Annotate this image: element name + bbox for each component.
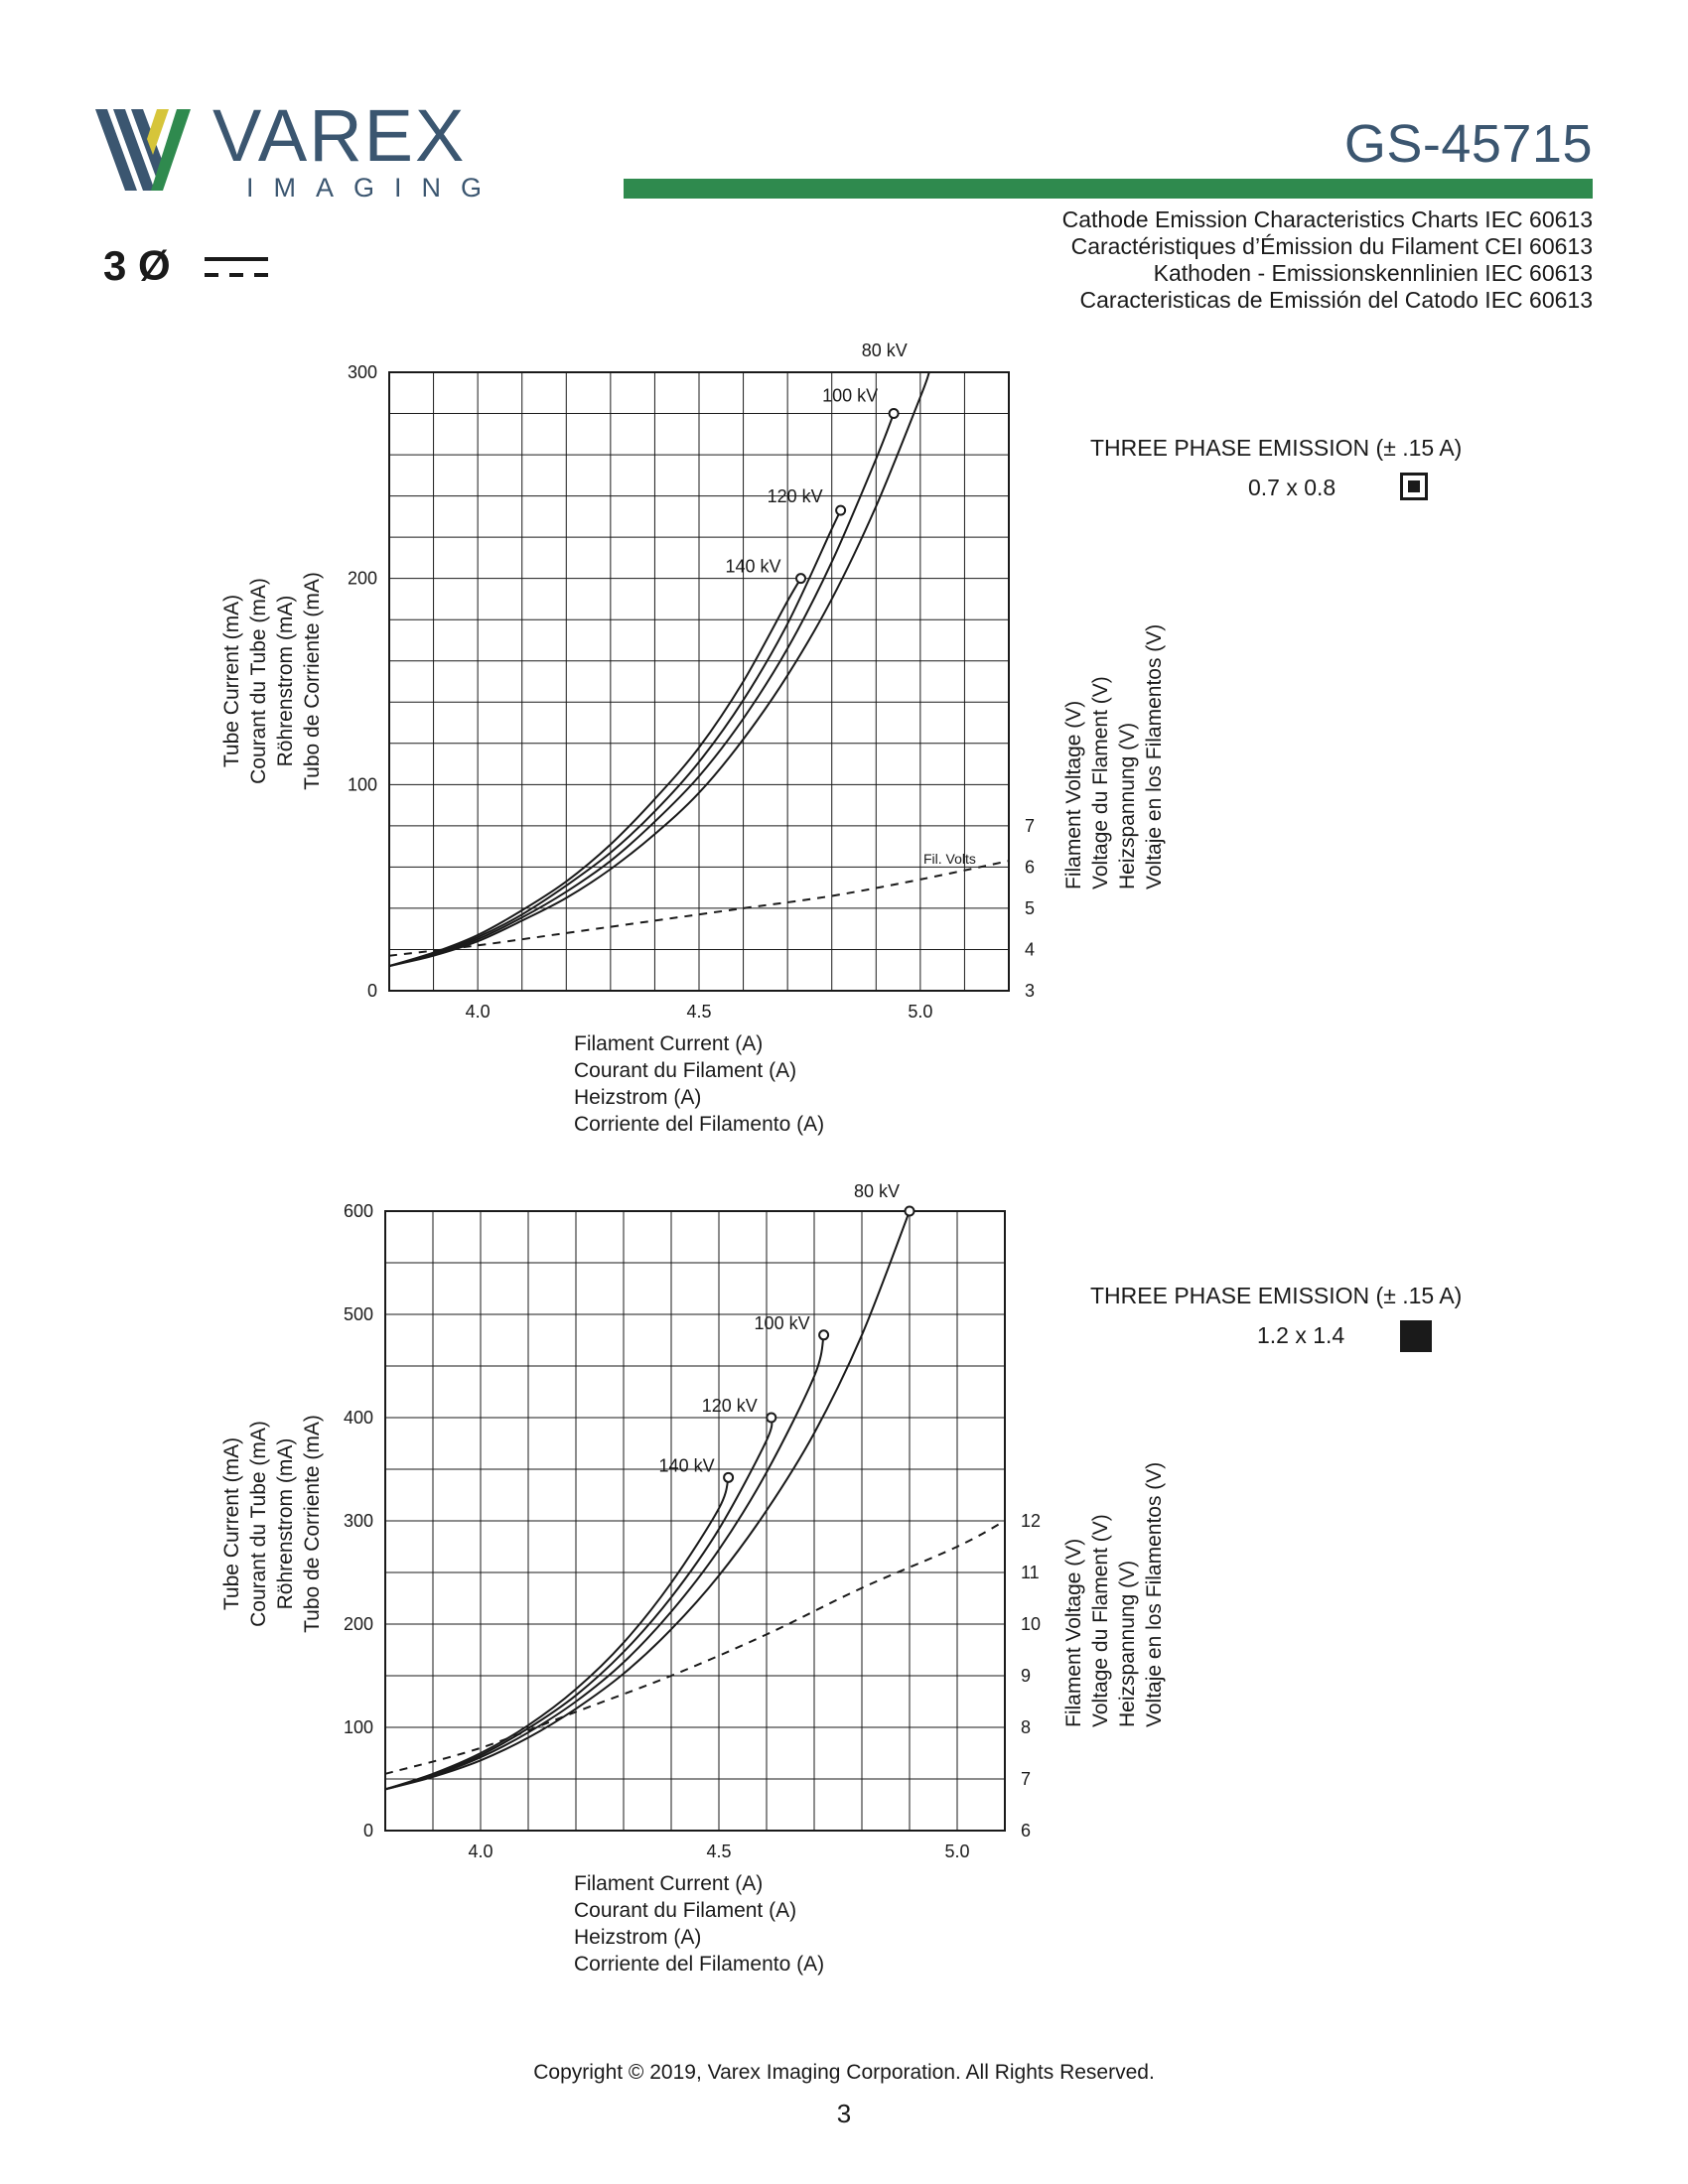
hollow-square-icon bbox=[1400, 473, 1428, 500]
x-axis-label: Heizstrom (A) bbox=[574, 1926, 702, 1949]
y2-tick-label: 6 bbox=[1025, 857, 1036, 878]
y2-tick-label: 6 bbox=[1021, 1821, 1032, 1841]
varex-logo bbox=[95, 103, 592, 203]
y-axis-label: Courant du Tube (mA) bbox=[247, 1421, 270, 1627]
series-label-140-kv: 140 kV bbox=[725, 556, 781, 577]
series-end-marker-100-kv bbox=[890, 409, 899, 418]
x-axis-label: Corriente del Filamento (A) bbox=[574, 1953, 825, 1976]
y-tick-label: 200 bbox=[347, 568, 377, 589]
series-end-marker-100-kv bbox=[819, 1330, 828, 1339]
series-end-marker-140-kv bbox=[724, 1473, 733, 1482]
doc-number: GS-45715 bbox=[1343, 114, 1593, 174]
series-label-fil-volts: Fil. Volts bbox=[923, 851, 976, 867]
series-end-marker-140-kv bbox=[796, 574, 805, 583]
y-axis-label: Röhrenstrom (mA) bbox=[274, 1437, 297, 1610]
dc-symbol-icon bbox=[205, 253, 268, 283]
y-axis-label: Courant du Tube (mA) bbox=[247, 578, 270, 784]
legend-2-focal-spot: 1.2 x 1.4 bbox=[1257, 1322, 1345, 1348]
x-tick-label: 4.0 bbox=[468, 1842, 493, 1861]
x-axis-label: Corriente del Filamento (A) bbox=[574, 1113, 825, 1136]
x-tick-label: 4.0 bbox=[465, 1002, 491, 1022]
series-line-80-kv bbox=[385, 1211, 910, 1789]
series-line-100-kv bbox=[385, 1335, 824, 1790]
series-line-140-kv bbox=[385, 1477, 729, 1789]
y-tick-label: 200 bbox=[343, 1614, 373, 1634]
x-axis-label: Filament Current (A) bbox=[574, 1032, 764, 1055]
y-tick-label: 100 bbox=[347, 774, 377, 795]
y2-tick-label: 11 bbox=[1021, 1563, 1040, 1582]
x-axis-label: Courant du Filament (A) bbox=[574, 1059, 797, 1082]
title-line-fr: Caractéristiques d’Émission du Filament CEI 60613 bbox=[1070, 233, 1593, 259]
y2-tick-label: 9 bbox=[1021, 1666, 1032, 1686]
brand-sub: IMAGING bbox=[246, 173, 502, 203]
legend-2-title: THREE PHASE EMISSION (± .15 A) bbox=[1090, 1283, 1463, 1308]
title-line-en: Cathode Emission Characteristics Charts IEC 60613 bbox=[1061, 206, 1593, 232]
y2-axis-label: Voltage du Flament (V) bbox=[1089, 676, 1112, 889]
y2-tick-label: 12 bbox=[1021, 1511, 1042, 1531]
y2-tick-label: 10 bbox=[1021, 1614, 1042, 1634]
filled-square-icon bbox=[1400, 1320, 1432, 1352]
y-tick-label: 300 bbox=[347, 362, 377, 382]
y2-tick-label: 7 bbox=[1025, 815, 1036, 836]
legend-1-title: THREE PHASE EMISSION (± .15 A) bbox=[1090, 435, 1463, 461]
series-line-80-kv bbox=[389, 372, 929, 966]
y2-axis-label: Voltaje en los Filamentos (V) bbox=[1143, 623, 1166, 889]
x-tick-label: 4.5 bbox=[686, 1002, 712, 1022]
legend-1-focal-spot: 0.7 x 0.8 bbox=[1248, 475, 1336, 500]
y-tick-label: 600 bbox=[343, 1201, 373, 1221]
y-tick-label: 0 bbox=[366, 981, 377, 1001]
y-axis-label: Röhrenstrom (mA) bbox=[274, 595, 297, 767]
y2-axis-label: Heizspannung (V) bbox=[1116, 722, 1139, 889]
y2-axis-label: Heizspannung (V) bbox=[1116, 1560, 1139, 1727]
x-tick-label: 5.0 bbox=[944, 1842, 970, 1861]
logo-mark-icon bbox=[95, 109, 191, 191]
y-axis-label: Tubo de Corriente (mA) bbox=[301, 1415, 324, 1633]
y2-axis-label: Filament Voltage (V) bbox=[1062, 700, 1085, 889]
series-label-120-kv: 120 kV bbox=[701, 1396, 758, 1416]
series-label-100-kv: 100 kV bbox=[754, 1312, 810, 1333]
y-tick-label: 300 bbox=[343, 1511, 373, 1531]
y2-axis-label: Filament Voltage (V) bbox=[1062, 1538, 1085, 1727]
y2-tick-label: 7 bbox=[1021, 1769, 1032, 1789]
page-number: 3 bbox=[836, 2099, 852, 2128]
x-tick-label: 4.5 bbox=[706, 1842, 732, 1861]
x-axis-label: Courant du Filament (A) bbox=[574, 1899, 797, 1922]
y-tick-label: 500 bbox=[343, 1304, 373, 1324]
y-tick-label: 100 bbox=[343, 1717, 373, 1737]
series-label-100-kv: 100 kV bbox=[822, 385, 879, 406]
y2-tick-label: 8 bbox=[1021, 1717, 1032, 1737]
y-tick-label: 400 bbox=[343, 1408, 373, 1428]
brand-name: VAREX bbox=[212, 103, 467, 177]
y-axis-label: Tubo de Corriente (mA) bbox=[301, 572, 324, 790]
phase-label: 3 Ø bbox=[103, 242, 171, 289]
series-label-120-kv: 120 kV bbox=[767, 486, 823, 507]
chart-titles bbox=[1062, 206, 1593, 314]
y-axis-label: Tube Current (mA) bbox=[220, 594, 243, 768]
y-tick-label: 0 bbox=[362, 1821, 373, 1841]
series-end-marker-120-kv bbox=[836, 506, 845, 515]
y-axis-label: Tube Current (mA) bbox=[220, 1436, 243, 1611]
series-end-marker-80-kv bbox=[906, 1207, 914, 1216]
y2-tick-label: 4 bbox=[1025, 939, 1036, 960]
x-tick-label: 5.0 bbox=[908, 1002, 933, 1022]
y2-axis-label: Voltaje en los Filamentos (V) bbox=[1143, 1461, 1166, 1727]
series-label-140-kv: 140 kV bbox=[658, 1455, 715, 1476]
title-line-de: Kathoden - Emissionskennlinien IEC 60613 bbox=[1153, 260, 1593, 286]
x-axis-label: Filament Current (A) bbox=[574, 1872, 764, 1895]
y2-tick-label: 3 bbox=[1025, 981, 1036, 1001]
y2-axis-label: Voltage du Flament (V) bbox=[1089, 1514, 1112, 1727]
series-end-marker-120-kv bbox=[767, 1414, 775, 1423]
series-label-80-kv: 80 kV bbox=[861, 341, 908, 360]
series-label-80-kv: 80 kV bbox=[853, 1181, 900, 1201]
title-line-es: Caracteristicas de Emissión del Catodo IEC 60613 bbox=[1079, 287, 1593, 313]
series-line-fil-volts bbox=[385, 1521, 1005, 1774]
y2-tick-label: 5 bbox=[1025, 897, 1036, 918]
copyright: Copyright © 2019, Varex Imaging Corporation. All Rights Reserved. bbox=[533, 2061, 1155, 2084]
header-accent-bar bbox=[624, 179, 1593, 199]
x-axis-label: Heizstrom (A) bbox=[574, 1086, 702, 1109]
